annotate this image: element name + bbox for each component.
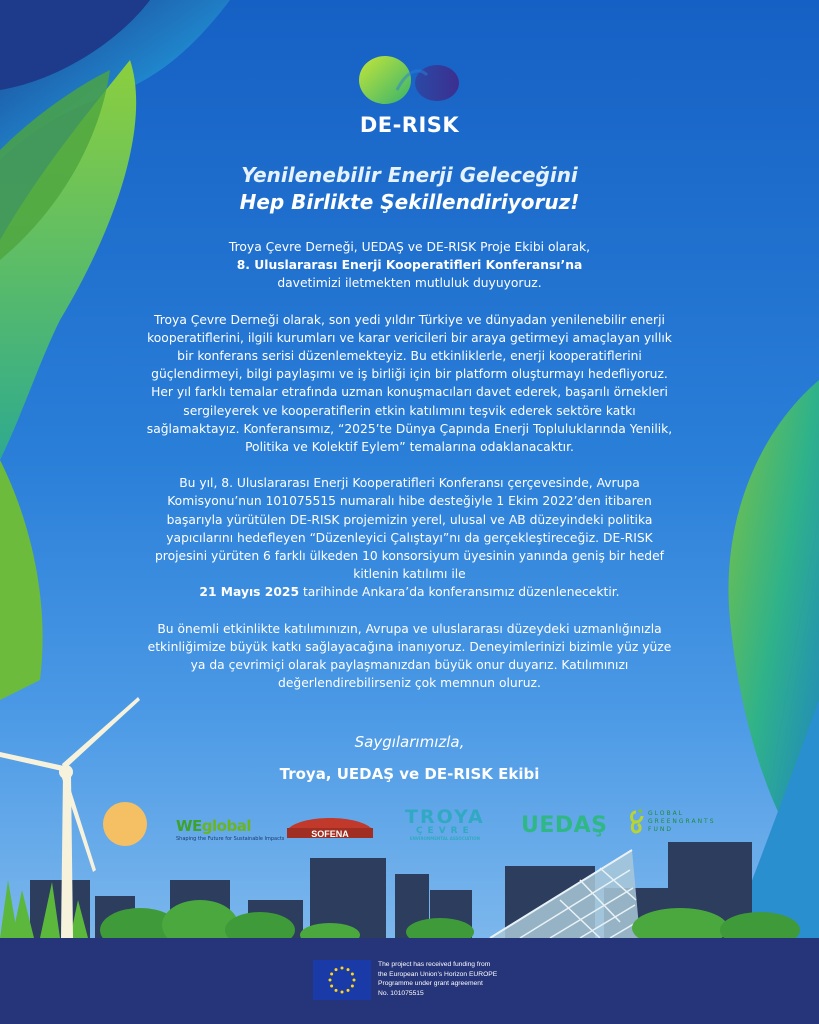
funding-line-2: the European Union’s Horizon EUROPE [378,970,498,978]
derisk-text: Bu yıl, 8. Uluslararası Enerji Kooperatifleri Konferansı çerçevesinde, Avrupa Komisyonu’nun 101075515 numaralı hibe desteğiyle 1 Ekim 2022’den itibaren başarıyla yürütülen DE-RISK projemizin yerel, ulusal ve AB düzeyindeki politika yapıcılarını hedefleyen “Düzenleyici Çalıştayı”nı da gerçekleştireceğiz. DE-RISK projesini yürüten 6 farklı ülkeden 10 konsorsiyum üyesinin yanında geniş bir hedef kitlenin katılımı ile [155,476,664,582]
global-greengrants-logo [628,808,716,836]
ggf-line-1: GLOBAL [648,810,685,817]
glass-building [490,850,640,938]
ggf-leaf-icon [628,808,644,836]
funding-line-4: No. 101075515 [378,989,424,997]
paragraph-invite: Bu önemli etkinlikte katılımınızın, Avrupa ve uluslararası düzeydeki uzmanlığınızla etkinliğimize büyük katkı sağlayacağına inanıyoruz. Deneyimlerinizi bizimle yüz yüze ya da çevrimiçi olarak paylaşmanızdan büyük onur duyarız. Katılımınızı değerlendirebilirseniz çok memnun oluruz. [147,621,672,691]
grass [0,880,88,938]
paragraph-derisk [142,474,677,601]
weglobal-tagline: Shaping the Future for Sustainable Impacts [176,836,285,842]
headline [0,162,819,216]
uedas-logo: UEDAŞ [521,813,608,838]
eu-star [353,979,356,982]
paragraph-intro [142,238,677,293]
paragraph-about: Troya Çevre Derneği olarak, son yedi yıldır Türkiye ve dünyadan yenilenebilir enerji kooperatiflerini, ilgili kurumları ve karar vericileri bir araya getirmeyi amaçlayan yıllık bir konferans serisi düzenlemekteyiz. Bu etkinliklerle, enerji kooperatiflerini güçlendirmeyi, bilgi paylaşımı ve iş birliği için bir platform oluşturmayı hedefliyoruz. Her yıl farklı temalar etrafında uzman konuşmacıları davet ederek, başarılı örnekleri sergileyerek ve kooperatiflerin etkin katılımını teşvik ederek sektöre katkı sağlamaktayız. Konferansımız, “2025’te Dünya Çapında Enerji Topluluklarında Yenilik, Politika ve Kolektif Eylem” temalarına odaklanacaktır. [146,312,673,455]
conference-name: 8. Uluslararası Enerji Kooperatifleri Konferansı’na [236,258,583,273]
troya-sub: ÇEVRE [415,826,474,836]
footer [0,938,819,1024]
troya-tagline: ENVIRONMENTAL ASSOCIATION [409,836,480,841]
partner-logos [0,800,819,850]
greeting: Saygılarımızla, [354,733,465,751]
eu-star [347,989,350,992]
intro-text-end: davetimizi iletmekten mutluluk duyuyoruz. [277,276,542,291]
city-skyline [30,842,752,938]
troya-logo [405,806,485,841]
derisk-text-end: tarihinde Ankara’da konferansımız düzenlenecektir. [302,585,620,600]
funding-line-1: The project has received funding from [378,961,491,968]
invitation-body [142,238,677,710]
ggf-line-2: GREENGRANTS [648,818,716,825]
logo-text: DE-RISK [359,113,460,137]
eu-star [351,973,354,976]
funding-statement [378,960,528,998]
sofena-logo [285,812,375,840]
headline-line-1: Yenilenebilir Enerji Geleceğini [241,163,578,187]
signature: Troya, UEDAŞ ve DE-RISK Ekibi [279,765,540,783]
weglobal-logo [176,816,284,842]
eu-flag-icon [313,960,371,1000]
troya-main: TROYA [405,806,485,828]
intro-text: Troya Çevre Derneği, UEDAŞ ve DE-RISK Proje Ekibi olarak, [228,240,591,254]
eu-star [330,985,333,988]
eu-star [341,991,344,994]
event-date: 21 Mayıs 2025 [199,585,300,600]
weglobal-rest: global [201,817,251,835]
eu-star [335,989,338,992]
eu-star [329,979,332,982]
infinity-logo-icon [357,55,463,105]
headline-line-2: Hep Birlikte Şekillendiriyoruz! [239,190,580,214]
eu-star [341,967,344,970]
eu-star [335,968,338,971]
closing [0,733,819,783]
sofena-text: SOFENA [311,829,349,839]
eu-star [351,985,354,988]
eu-star [347,968,350,971]
eu-star [330,973,333,976]
derisk-logo [0,55,819,137]
ggf-line-3: FUND [648,826,673,833]
weglobal-we: WE [176,817,202,835]
funding-line-3: Programme under grant agreement [378,980,483,988]
